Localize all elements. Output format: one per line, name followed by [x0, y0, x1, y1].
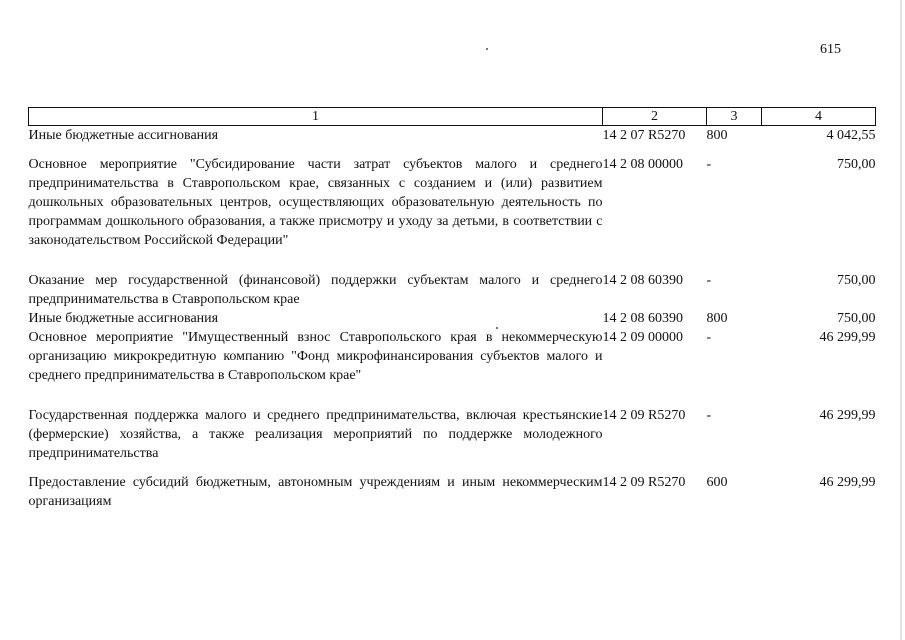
- row-code: 14 2 07 R5270: [602, 128, 686, 143]
- row-name: Основное мероприятие "Имущественный взнос Ставропольского края в некоммерческую организацию микрокредитную компанию "Фонд микрофинансирования субъектов малого и среднего предпринимательства в Ставропольском крае": [28, 330, 603, 383]
- row-type: -: [706, 273, 712, 288]
- budget-table: [28, 107, 876, 511]
- table-row: [29, 406, 876, 463]
- row-code: 14 2 08 60390: [602, 311, 683, 326]
- table-row: [29, 126, 876, 146]
- row-name: Иные бюджетные ассигнования: [28, 128, 219, 143]
- row-type: 800: [706, 128, 728, 143]
- header-code-column: 2: [603, 108, 707, 126]
- row-sum: 4 042,55: [826, 128, 876, 143]
- scan-edge: [900, 0, 902, 640]
- row-name: Предоставление субсидий бюджетным, автономным учреждениям и иным некоммерческим организациям: [28, 475, 603, 509]
- row-sum: 46 299,99: [819, 408, 876, 423]
- row-sum: 750,00: [837, 157, 876, 172]
- row-type: 800: [706, 311, 728, 326]
- row-type: -: [706, 157, 712, 172]
- header-sum-column: 4: [762, 108, 876, 126]
- row-code: 14 2 09 00000: [602, 330, 683, 345]
- table-row: [29, 271, 876, 309]
- table-row: [29, 328, 876, 406]
- row-type: 600: [706, 475, 728, 490]
- row-name: Основное мероприятие "Субсидирование части затрат субъектов малого и среднего предпринимательства в Ставропольском крае, связанных с созданием и (или) развитием дошкольных образовательных центров, осуществляющих образовательную деятельность по программам дошкольного образования, а также присмотру и уходу за детьми, в соответствии с законодательством Российской Федерации": [28, 157, 603, 248]
- row-code: 14 2 08 60390: [602, 273, 683, 288]
- table-row: [29, 145, 876, 271]
- row-name: Иные бюджетные ассигнования: [28, 311, 219, 326]
- header-type-column: 3: [707, 108, 762, 126]
- row-sum: 750,00: [837, 311, 876, 326]
- row-code: 14 2 09 R5270: [602, 408, 686, 423]
- row-code: 14 2 08 00000: [602, 157, 683, 172]
- table-header-row: [29, 108, 876, 126]
- row-name: Оказание мер государственной (финансовой) поддержки субъектам малого и среднего предпринимательства в Ставропольском крае: [28, 273, 603, 307]
- row-name: Государственная поддержка малого и среднего предпринимательства, включая крестьянские (фермерские) хозяйства, а также реализация мероприятий по поддержке молодежного предпринимательства: [28, 408, 603, 461]
- table-row: [29, 463, 876, 511]
- row-type: -: [706, 330, 712, 345]
- row-sum: 46 299,99: [819, 475, 876, 490]
- header-name-column: 1: [29, 108, 603, 126]
- table-row: [29, 309, 876, 328]
- scan-speck: [486, 48, 488, 50]
- row-type: -: [706, 408, 712, 423]
- row-sum: 46 299,99: [819, 330, 876, 345]
- row-code: 14 2 09 R5270: [602, 475, 686, 490]
- page-number: 615: [820, 42, 841, 57]
- row-sum: 750,00: [837, 273, 876, 288]
